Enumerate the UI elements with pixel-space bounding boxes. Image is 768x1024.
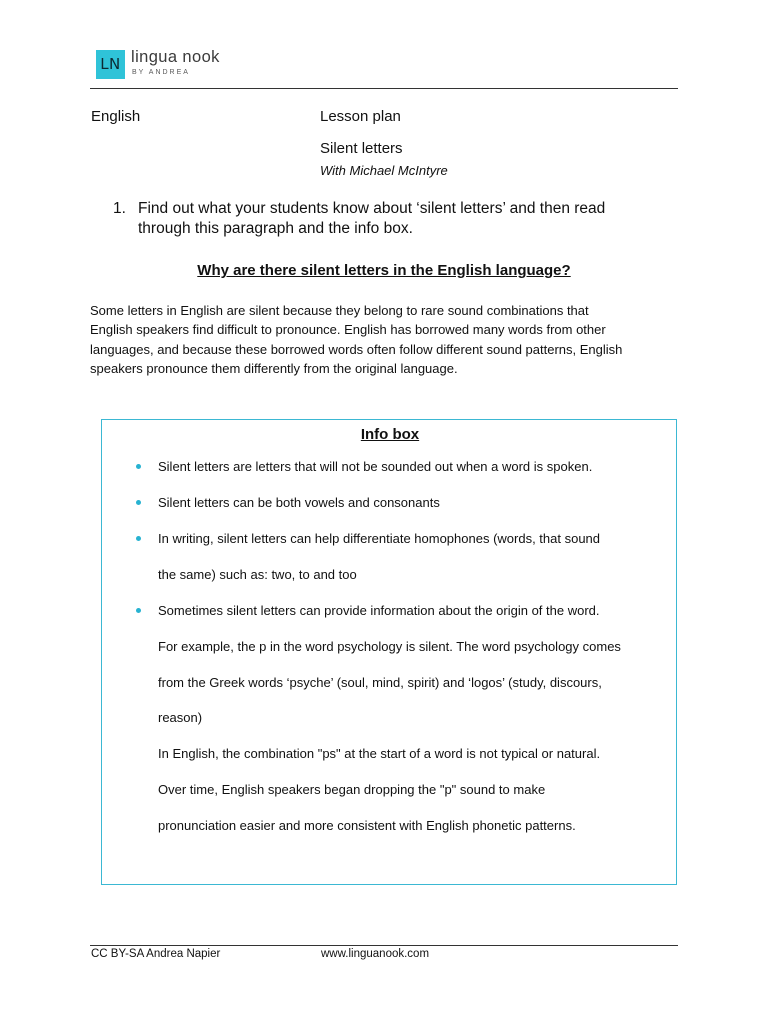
footer-license: CC BY-SA Andrea Napier (91, 948, 221, 960)
bullet-icon (136, 464, 141, 469)
info-line: Silent letters can be both vowels and consonants (158, 495, 440, 510)
paragraph-line: speakers pronounce them differently from the original language. (90, 361, 458, 376)
task-line: through this paragraph and the info box. (138, 220, 413, 237)
info-line: Silent letters are letters that will not be sounded out when a word is spoken. (158, 459, 593, 474)
section-heading: Why are there silent letters in the English language? (197, 262, 571, 279)
info-line: In English, the combination "ps" at the start of a word is not typical or natural. (158, 746, 601, 761)
header-divider (90, 88, 678, 89)
bullet-icon (136, 500, 141, 505)
footer-divider (90, 945, 678, 946)
info-line: In writing, silent letters can help differentiate homophones (words, that sound (158, 531, 601, 546)
page-subtitle: With Michael McIntyre (320, 163, 448, 178)
paragraph-line: languages, and because these borrowed words often follow different sound patterns, English (90, 342, 623, 357)
info-line: Over time, English speakers began dropping the "p" sound to make (158, 782, 546, 797)
info-line: reason) (158, 710, 203, 725)
info-line: Sometimes silent letters can provide information about the origin of the word. (158, 603, 600, 618)
paragraph-line: Some letters in English are silent because they belong to rare sound combinations that (90, 303, 589, 318)
info-line: the same) such as: two, to and too (158, 567, 357, 582)
logo-byline: BY ANDREA (132, 69, 190, 76)
logo-mark: LN (96, 50, 125, 79)
info-box-title: Info box (360, 426, 420, 443)
info-line: For example, the p in the word psychology is silent. The word psychology comes (158, 639, 621, 654)
bullet-icon (136, 608, 141, 613)
subject-label: English (91, 108, 141, 125)
doc-type-label: Lesson plan (320, 108, 401, 125)
bullet-icon (136, 536, 141, 541)
task-number: 1. (113, 200, 126, 217)
paragraph-line: English speakers find difficult to pronounce. English has borrowed many words from other (90, 322, 606, 337)
page-title: Silent letters (320, 140, 403, 157)
task-line: Find out what your students know about ‘silent letters’ and then read (138, 200, 606, 217)
footer-website-link[interactable]: www.linguanook.com (321, 948, 430, 960)
logo-name: lingua nook (131, 48, 220, 66)
info-line: pronunciation easier and more consistent with English phonetic patterns. (158, 818, 576, 833)
info-line: from the Greek words ‘psyche’ (soul, mind, spirit) and ‘logos’ (study, discours, (158, 675, 602, 690)
